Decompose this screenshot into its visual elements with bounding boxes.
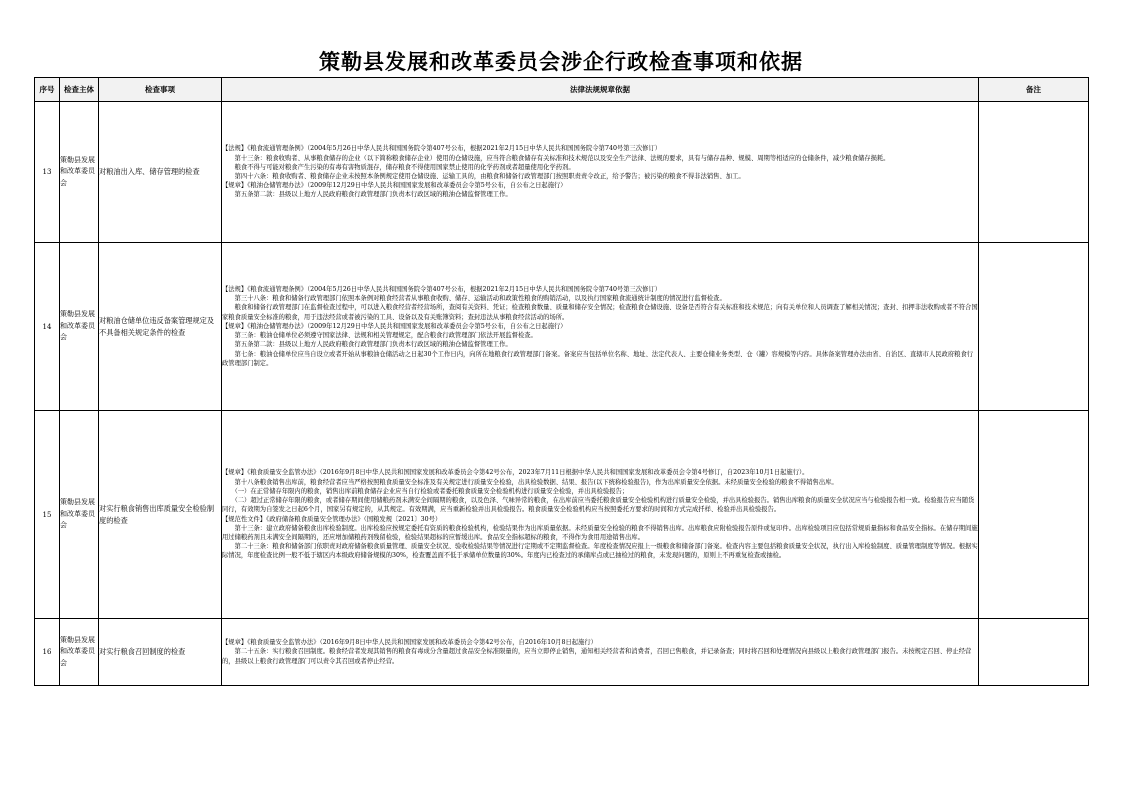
basis-line: 第十三条：建立政府储备粮食出库检验制度。出库检验应按规定委托有资质的粮食检验机构，检验结果作为出库质量依据。未经质量安全检验的粮食不得销售出库。出库粮食应附检验报告原件或复印件。出库检验项目应包括常规质量指标和食品安全指标。在储存期间施用过储粮药剂且未满安全间隔期的，还应增加储粮药剂残留检验，检验结果超标的应暂缓出库。食品安全指标超标的粮食，不得作为食用用途销售出库。 xyxy=(222,524,978,541)
row-subject: 策勒县发展和改革委员会 xyxy=(60,411,99,619)
basis-line: 【规章】《粮食质量安全监管办法》（2016年9月8日中华人民共和国国家发展和改革委员会令第42号公布，2023年7月11日根据中华人民共和国国家发展和改革委员会令第4号修订，自2023年10月1日起施行）。 xyxy=(222,469,809,477)
table-row xyxy=(35,619,1089,686)
row-basis xyxy=(222,243,979,411)
basis-line: （二）超过正常储存年限的粮食，或者储存期间使用储粮药剂未满安全间隔期的粮食，以及色泽、气味异常的粮食，在出库前应当委托粮食质量安全检验机构进行质量安全检验，并出具检验报告。销售出库粮食的质量安全状况应当与检验报告相一致。检验报告应当随货同行，有效期为自签发之日起6个月，国家另有规定的，从其规定。有效期满，应当重新检验并出具检验报告。粮食质量安全检验机构应当按照委托方要求的时间和方式完成扦样、检验并出具检验报告。 xyxy=(222,497,975,514)
header-seq: 序号 xyxy=(35,78,60,102)
row-seq: 15 xyxy=(35,411,60,619)
header-note: 备注 xyxy=(979,78,1089,102)
basis-line: 粮食不得与可能对粮食产生污染的有毒有害物质混存，储存粮食不得使用国家禁止使用的化学药剂或者超量使用化学药剂。 xyxy=(222,163,575,171)
row-note xyxy=(979,102,1089,243)
basis-line: 第三十八条：粮食和储备行政管理部门依照本条例对粮食经营者从事粮食收购、储存、运输活动和政策性粮食的购销活动，以及执行国家粮食流通统计制度的情况进行监督检查。 xyxy=(222,295,726,303)
row-subject: 策勒县发展和改革委员会 xyxy=(60,619,99,686)
basis-line: 第十三条：粮食收购者、从事粮食储存的企业（以下简称粮食储存企业）使用的仓储设施，应当符合粮食储存有关标准和技术规范以及安全生产法律、法规的要求，具有与储存品种、规模、周期等相适应的仓储条件，减少粮食储存损耗。 xyxy=(222,154,890,162)
basis-line: 第五条第二款：县级以上地方人民政府粮食行政管理部门负责本行政区域的粮油仓储监督管理工作。 xyxy=(222,191,512,199)
basis-line: 【规章】《粮食质量安全监管办法》（2016年9月8日中华人民共和国国家发展和改革委员会令第42号公布，自2016年10月8日起施行） xyxy=(222,639,597,647)
basis-line: 【法规】《粮食流通管理条例》（2004年5月26日中华人民共和国国务院令第407号公布，根据2021年2月15日中华人民共和国国务院令第740号第三次修订） xyxy=(222,145,662,153)
row-basis xyxy=(222,411,979,619)
basis-line: （一）在正常储存年限内的粮食，销售出库前粮食储存企业应当自行检验或者委托粮食质量安全检验机构进行质量安全检验，并出具检验报告； xyxy=(222,487,629,495)
header-basis: 法律法规规章依据 xyxy=(222,78,979,102)
row-seq: 14 xyxy=(35,243,60,411)
inspection-table xyxy=(34,77,1089,686)
table-row xyxy=(35,411,1089,619)
row-note xyxy=(979,411,1089,619)
basis-line: 【规章】《粮油仓储管理办法》（2009年12月29日中华人民共和国国家发展和改革委员会令第5号公布，自公布之日起施行） xyxy=(222,322,567,330)
row-item: 对粮油出入库、储存管理的检查 xyxy=(99,102,222,243)
row-subject: 策勒县发展和改革委员会 xyxy=(60,243,99,411)
header-item: 检查事项 xyxy=(99,78,222,102)
row-item: 对粮油仓储单位违反备案管理规定及不具备相关规定条件的检查 xyxy=(99,243,222,411)
basis-line: 【规范性文件】《政府储备粮食质量安全管理办法》（国粮发规〔2021〕30号） xyxy=(222,515,442,523)
basis-line: 第五条第二款：县级以上地方人民政府粮食行政管理部门负责本行政区域的粮油仓储监督管理工作。 xyxy=(222,341,512,349)
row-note xyxy=(979,619,1089,686)
header-subject: 检查主体 xyxy=(60,78,99,102)
table-row xyxy=(35,243,1089,411)
basis-line: 【规章】《粮油仓储管理办法》（2009年12月29日中华人民共和国国家发展和改革委员会令第5号公布，自公布之日起施行） xyxy=(222,182,567,190)
basis-line: 第二十五条：实行粮食召回制度。粮食经营者发现其销售的粮食有毒成分含量超过食品安全标准限量的，应当立即停止销售，通知相关经营者和消费者，召回已售粮食，并记录备查；同时将召回和处理情况向县级以上粮食行政管理部门报告。未按规定召回、停止经营的，县级以上粮食行政管理部门可以责令其召回或者停止经营。 xyxy=(222,648,972,665)
row-note xyxy=(979,243,1089,411)
page-title: 策勒县发展和改革委员会涉企行政检查事项和依据 xyxy=(319,49,803,74)
row-subject: 策勒县发展和改革委员会 xyxy=(60,102,99,243)
row-basis xyxy=(222,619,979,686)
table-header-row xyxy=(35,78,1089,102)
basis-line: 第十八条粮食销售出库前，粮食经营者应当严格按照粮食质量安全标准及有关规定进行质量安全检验，出具检验数据、结果、报告(以下统称检验报告)，作为出库质量安全依据。未经质量安全检验的粮食不得销售出库。 xyxy=(222,478,838,486)
row-seq: 13 xyxy=(35,102,60,243)
basis-line: 第七条：粮油仓储单位应当自设立或者开始从事粮油仓储活动之日起30个工作日内，向所在地粮食行政管理部门备案。备案应当包括单位名称、地址、法定代表人、主要仓储业务类型、仓（罐）容规模等内容。具体备案管理办法由省、自治区、直辖市人民政府粮食行政管理部门制定。 xyxy=(222,350,974,367)
row-item: 对实行粮食召回制度的检查 xyxy=(99,619,222,686)
basis-line: 【法规】《粮食流通管理条例》（2004年5月26日中华人民共和国国务院令第407号公布，根据2021年2月15日中华人民共和国国务院令第740号第三次修订） xyxy=(222,286,662,294)
basis-line: 第二十三条：粮食和储备部门依职责对政府储备粮食质量管理、质量安全状况、验收检验结果等情况进行定期或不定期监督检查。年度检查情况应报上一级粮食和储备部门备案。检查内容主要包括粮食质量安全状况，执行出入库检验制度、质量管理制度等情况。根据实际情况，年度检查比例一般不低于辖区内本级政府储备规模的30%，检查覆盖面不低于承储单位数量的30%。年度内已检查过的承储库点或已抽检过的粮食，未发现问题的，原则上不再重复检查或抽检。 xyxy=(222,543,978,560)
row-seq: 16 xyxy=(35,619,60,686)
row-basis xyxy=(222,102,979,243)
basis-line: 粮食和储备行政管理部门在监督检查过程中，可以进入粮食经营者经营场所，查阅有关资料、凭证；检查粮食数量、质量和储存安全情况；检查粮食仓储设施、设备是否符合有关标准和技术规范；向有关单位和人员调查了解相关情况；查封、扣押非法收购或者不符合国家粮食质量安全标准的粮食，用于违法经营或者被污染的工具、设备以及有关账簿资料；查封违法从事粮食经营活动的场所。 xyxy=(222,304,978,321)
basis-line: 第三条：粮油仓储单位必须遵守国家法律、法规和相关管理规定，配合粮食行政管理部门依法开展监督检查。 xyxy=(222,332,537,340)
basis-line: 第四十六条：粮食收购者、粮食储存企业未按照本条例规定使用仓储设施、运输工具的，由粮食和储备行政管理部门按照职责责令改正，给予警告；被污染的粮食不得非法销售、加工。 xyxy=(222,173,745,180)
row-item: 对实行粮食销售出库质量安全检验制度的检查 xyxy=(99,411,222,619)
table-row xyxy=(35,102,1089,243)
